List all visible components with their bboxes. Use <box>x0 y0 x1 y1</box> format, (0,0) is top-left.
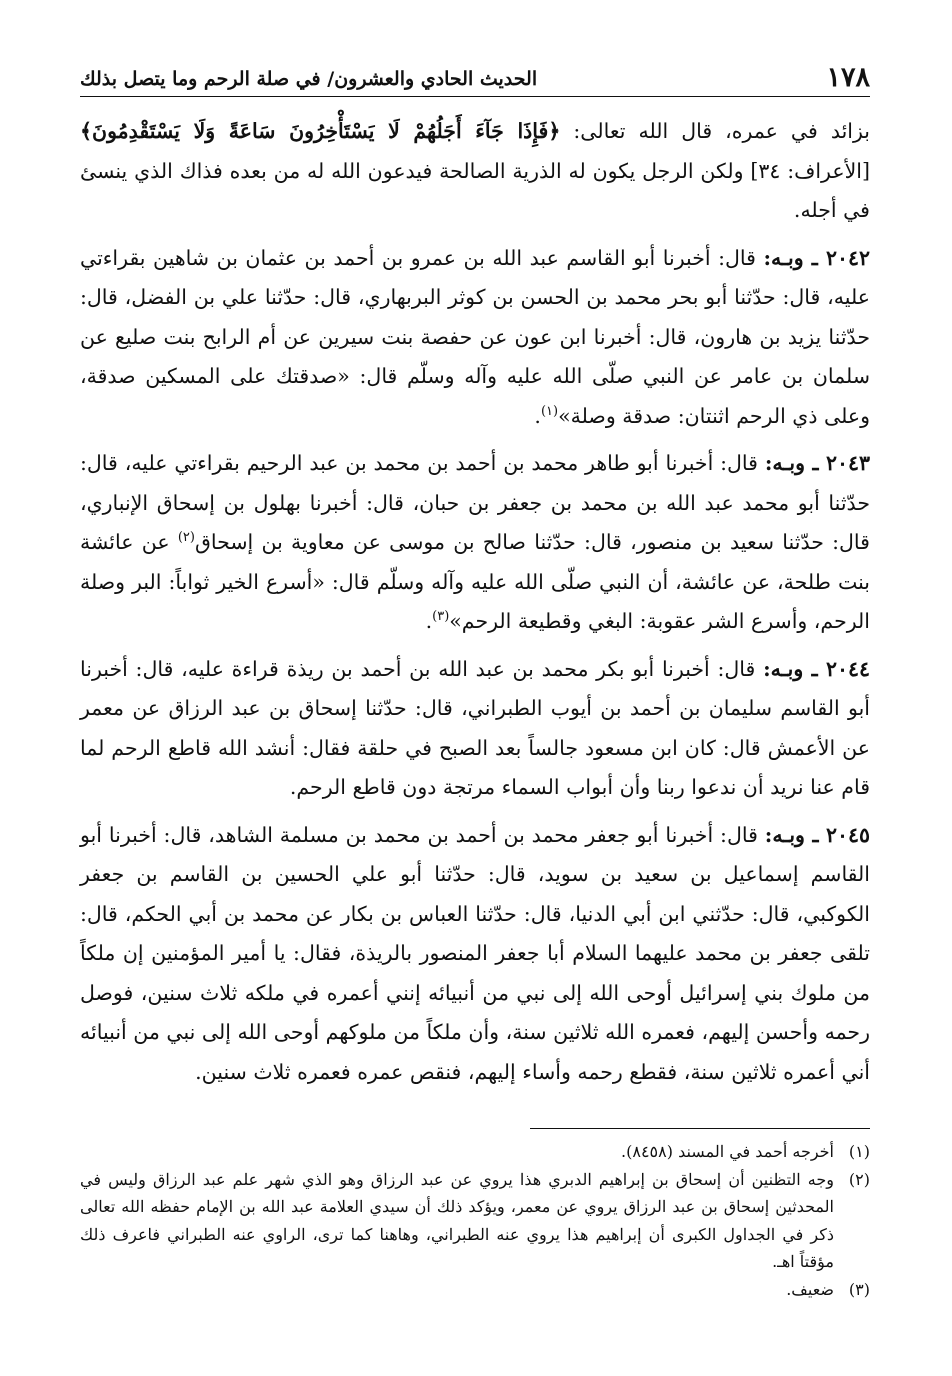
verse-citation: [الأعراف: ٣٤] <box>750 158 870 183</box>
footnote-ref[interactable]: (٣) <box>432 609 450 625</box>
hadith-2044 <box>80 650 870 808</box>
footnote-1 <box>80 1138 870 1166</box>
hadith-text-continued: عن عائشة بنت طلحة، عن عائشة، أن النبي صلّى الله عليه وآله وسلّم قال: «أسرع الخير ثواباً: البر وصلة الرحم، وأسرع الشر عقوبة: البغي وقطيعة الرحم» <box>80 530 870 633</box>
hadith-number: ٢٠٤٢ ـ وبـه: <box>763 245 870 270</box>
hadith-text: قال: أخبرنا أبو جعفر محمد بن أحمد بن محمد بن مسلمة الشاهد، قال: أخبرنا أبو القاسم إسماعيل بن سعيد بن سويد، قال: حدّثنا أبو علي الحسين بن القاسم بن جعفر الكوكبي، قال: حدّثني ابن أبي الدنيا، قال: حدّثنا العباس بن بكار عن محمد بن أبي الحكم، قال: تلقى جعفر بن محمد عليهما السلام أبا جعفر المنصور بالريذة، فقال: يا أمير المؤمنين إن ملكاً من ملوك بني إسرائيل أوحى الله إلى نبي من أنبيائه إنني أعمره في ملكه ثلاث سنين، فوصل رحمه وأحسن إليهم، فعمره الله ثلاثين سنة، وأن ملكاً من ملوكهم أوحى الله إلى نبي من أنبيائه أني أعمره ثلاثين سنة، فقطع رحمه وأساء إليهم، فنقص عمره فعمره ثلاث سنين. <box>80 822 870 1084</box>
hadith-text: قال: أخبرنا أبو طاهر محمد بن أحمد بن محمد بن عبد الرحيم بقراءتي عليه، قال: حدّثنا أبو محمد عبد الله بن محمد بن جعفر بن حبان، قال: أخبرنا بهلول بن إسحاق الإنباري، قال: حدّثنا سعيد بن منصور، قال: حدّثنا صالح بن موسى عن معاوية بن إسحاق <box>80 451 870 554</box>
footnote-number: (٣) <box>848 1279 870 1299</box>
footnote-number: (٢) <box>848 1169 870 1189</box>
footnote-number: (١) <box>848 1142 870 1161</box>
running-title: الحديث الحادي والعشرون/ في صلة الرحم وما يتصل بذلك <box>80 68 538 90</box>
hadith-text: قال: أخبرنا أبو القاسم عبد الله بن عمرو بن أحمد بن عثمان بن شاهين بقراءتي عليه، قال: حدّثنا أبو بحر محمد بن الحسن بن كوثر البربهاري، قال: حدّثنا علي بن الفضل، قال: حدّثنا يزيد بن هارون، قال: أخبرنا ابن عون عن حفصة بنت سيرين عن أم الرابح بنت صليع عن سلمان بن عامر عن النبي صلّى الله عليه وآله وسلّم قال: «صدقتك على المسكين صدقة، وعلى ذي الرحم اثنتان: صدقة وصلة» <box>80 245 870 428</box>
footnote-text: ضعيف. <box>786 1279 834 1299</box>
footnote-ref[interactable]: (١) <box>540 403 559 419</box>
footnote-text: وجه التظنين أن إسحاق بن إبراهيم الدبري هذا يروي عن عبد الرزاق وهو الذي شهر علم عبد الرزاق وليس في المحدثين إسحاق بن عبد الرزاق يروي عن معمر، ويؤكد ذلك أن سيدي العلامة عبد الله بن الإمام حفظه الله تعالى ذكر في الجداول الكبرى أن إبراهيم هذا يروي عنه الطبراني، وهاهنا كما ترى، الراوي عنه الطبراني فاعرف ذلك مؤقتاً اهـ. <box>80 1169 834 1271</box>
intro-paragraph <box>80 112 870 231</box>
footnote-divider <box>530 1128 870 1129</box>
hadith-number: ٢٠٤٤ ـ وبـه: <box>763 656 870 681</box>
hadith-2043 <box>80 444 870 642</box>
page-header <box>80 58 870 97</box>
hadith-text: قال: أخبرنا أبو بكر محمد بن عبد الله بن أحمد بن ريذة قراءة عليه، قال: أخبرنا أبو القاسم سليمان بن أحمد بن أيوب الطبراني، قال: حدّثنا إسحاق بن عبد الرزاق عن معمر عن الأعمش قال: كان ابن مسعود جالساً بعد الصبح في حلقة فقال: أنشد الله قاطع الرحم لما قام عنا نريد أن ندعوا ربنا وأن أبواب السماء مرتجة دون قاطع الرحم. <box>80 656 870 799</box>
intro-rest: ولكن الرجل يكون له الذرية الصالحة فيدعون الله له من بعده فذاك الذي ينسئ في أجله. <box>80 158 870 222</box>
hadith-2042 <box>80 239 870 437</box>
hadith-end: . <box>425 609 433 633</box>
footnote-text: أخرجه أحمد في المسند (٨٤٥٨). <box>621 1142 834 1161</box>
footnote-ref[interactable]: (٢) <box>177 530 195 546</box>
main-text <box>80 112 870 1092</box>
page-number: ١٧٨ <box>826 62 870 93</box>
hadith-2045 <box>80 816 870 1093</box>
hadith-number: ٢٠٤٥ ـ وبـه: <box>764 822 870 847</box>
hadith-number: ٢٠٤٣ ـ وبـه: <box>764 451 870 475</box>
quran-verse: ﴿فَإِذَا جَآءَ أَجَلُهُمْ لَا يَسْتَأْخِرُونَ سَاعَةً وَلَا يَسْتَقْدِمُونَ﴾ <box>80 119 561 143</box>
footnote-3 <box>80 1276 870 1304</box>
footnote-2 <box>80 1166 870 1276</box>
hadith-end: . <box>534 403 541 428</box>
intro-lead: بزائد في عمره، قال الله تعالى: <box>560 119 870 143</box>
footnotes <box>80 1138 870 1303</box>
